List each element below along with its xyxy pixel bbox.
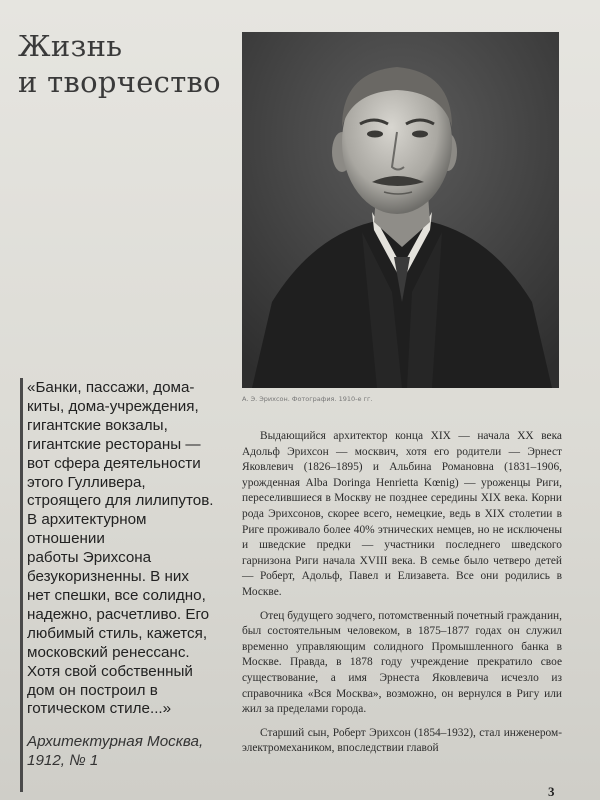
paragraph: Старший сын, Роберт Эрихсон (1854–1932), стал инженером-электромехаником, впоследствии главой: [242, 726, 562, 755]
main-text: [242, 429, 562, 757]
portrait-image: [242, 32, 559, 388]
page-number: 3: [548, 784, 555, 799]
quote-bar: [20, 378, 23, 792]
chapter-title: Жизнь и творчество: [18, 29, 221, 99]
photo-caption: А. Э. Эрихсон. Фотография. 1910-е гг.: [242, 395, 373, 403]
portrait-photo: [242, 32, 559, 388]
paragraph: Отец будущего зодчего, потомственный почетный гражданин, был состоятельным человеком, в 1875–1877 годах он служил временно управляющим солидного Промышленного банка в Москве. Правда, в 1878 году учреждение прекратило свое существование, а имя Эрнеста Яковлевича исчезло из справочника «Вся Москва», возможно, он вернулся в Ригу или жил за пределами города.: [242, 609, 562, 716]
pull-quote: «Банки, пассажи, дома- киты, дома-учреждения, гигантские вокзалы, гигантские рестораны — вот сфера деятельности этого Гулливера, строящего для лилипутов. В архитектурном отношении работы Эрихсона безукоризненны. В них нет спешки, все солидно, надежно, расчетливо. Его любимый стиль, кажется, московский ренессанс. Хотя свой собственный дом он построил в готическом стиле...»: [27, 379, 214, 718]
paragraph: Выдающийся архитектор конца XIX — начала XX века Адольф Эрихсон — москвич, хотя его родители — Эрнест Яковлевич (1826–1895) и Альбина Романовна (1831–1906, урожденная Alba Doringa Henrietta Kœnig) — уроженцы Риги, переселившиеся в Москву не позднее середины XIX века. Корни рода Эрихсонов, скорее всего, немецкие, ведь в XIX столетии в Риге проживало более 40% этнических немцев, но не исключены и шведские предки — участники последнего шведского гарнизона Риги начала XVIII века. В семье было четверо детей — Роберт, Адольф, Павел и Елизавета. Все они родились в Москве.: [242, 430, 562, 598]
quote-source: Архитектурная Москва, 1912, № 1: [27, 733, 204, 769]
